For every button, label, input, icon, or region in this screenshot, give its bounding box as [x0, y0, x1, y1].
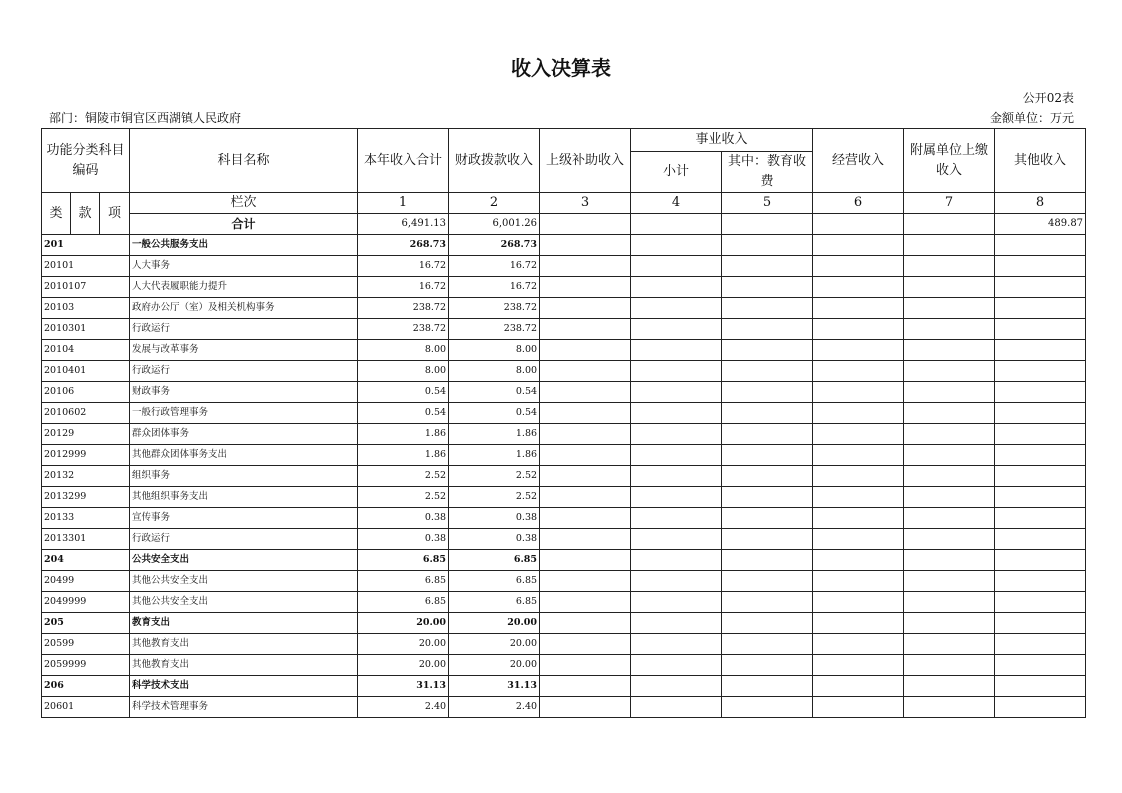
row-code: 2059999: [42, 655, 130, 676]
empty-cell: [904, 550, 995, 571]
header-total: 本年收入合计: [358, 129, 449, 193]
empty-cell: [631, 319, 722, 340]
row-name: 科学技术支出: [130, 676, 358, 697]
empty-cell: [722, 613, 813, 634]
row-code: 2049999: [42, 592, 130, 613]
empty-cell: [813, 508, 904, 529]
header-career-subtotal: 小计: [631, 152, 722, 193]
row-fiscal: 31.13: [449, 676, 540, 697]
row-name: 科学技术管理事务: [130, 697, 358, 718]
header-code: 功能分类科目编码: [42, 129, 130, 193]
empty-cell: [631, 508, 722, 529]
row-fiscal: 0.38: [449, 529, 540, 550]
empty-cell: [722, 508, 813, 529]
empty-cell: [813, 382, 904, 403]
empty-cell: [722, 571, 813, 592]
empty-cell: [995, 256, 1086, 277]
row-fiscal: 20.00: [449, 634, 540, 655]
row-code: 20129: [42, 424, 130, 445]
row-total: 0.38: [358, 508, 449, 529]
row-total: 6.85: [358, 571, 449, 592]
empty-cell: [813, 613, 904, 634]
form-number: 公开02表: [1022, 91, 1074, 105]
empty-cell: [540, 235, 631, 256]
total-income: 6,491.13: [358, 214, 449, 235]
empty-cell: [540, 529, 631, 550]
empty-cell: [995, 445, 1086, 466]
table-row: [42, 361, 1086, 382]
row-total: 6.85: [358, 550, 449, 571]
row-total: 2.40: [358, 697, 449, 718]
empty-cell: [995, 319, 1086, 340]
row-fiscal: 238.72: [449, 298, 540, 319]
table-row: [42, 592, 1086, 613]
row-total: 0.54: [358, 403, 449, 424]
row-code: 201: [42, 235, 130, 256]
empty-cell: [813, 424, 904, 445]
empty-cell: [995, 277, 1086, 298]
empty-cell: [631, 403, 722, 424]
row-total: 16.72: [358, 256, 449, 277]
empty-cell: [904, 445, 995, 466]
empty-cell: [540, 382, 631, 403]
row-name: 宣传事务: [130, 508, 358, 529]
empty-cell: [995, 466, 1086, 487]
empty-cell: [540, 340, 631, 361]
empty-cell: [995, 382, 1086, 403]
empty-cell: [995, 676, 1086, 697]
row-name: 行政运行: [130, 529, 358, 550]
empty-cell: [904, 319, 995, 340]
row-fiscal: 1.86: [449, 424, 540, 445]
empty-cell: [722, 487, 813, 508]
empty-cell: [722, 592, 813, 613]
empty-cell: [540, 571, 631, 592]
empty-cell: [813, 235, 904, 256]
row-total: 268.73: [358, 235, 449, 256]
empty-cell: [540, 613, 631, 634]
empty-cell: [722, 235, 813, 256]
empty-cell: [631, 445, 722, 466]
row-fiscal: 6.85: [449, 550, 540, 571]
empty-cell: [722, 550, 813, 571]
row-name: 教育支出: [130, 613, 358, 634]
row-fiscal: 0.38: [449, 508, 540, 529]
empty-cell: [631, 298, 722, 319]
row-name: 其他教育支出: [130, 655, 358, 676]
header-fiscal: 财政拨款收入: [449, 129, 540, 193]
empty-cell: [813, 487, 904, 508]
table-row: [42, 319, 1086, 340]
empty-cell: [722, 697, 813, 718]
empty-cell: [722, 445, 813, 466]
col-num: 7: [904, 193, 995, 214]
empty-cell: [631, 592, 722, 613]
row-name: 一般公共服务支出: [130, 235, 358, 256]
department-label: 部门：铜陵市铜官区西湖镇人民政府: [49, 111, 242, 125]
row-code: 205: [42, 613, 130, 634]
row-name: 其他公共安全支出: [130, 571, 358, 592]
empty-cell: [540, 403, 631, 424]
table-row: [42, 697, 1086, 718]
empty-cell: [904, 487, 995, 508]
col-num: 4: [631, 193, 722, 214]
empty-cell: [631, 487, 722, 508]
row-fiscal: 0.54: [449, 382, 540, 403]
row-total: 0.54: [358, 382, 449, 403]
row-fiscal: 1.86: [449, 445, 540, 466]
empty-cell: [995, 508, 1086, 529]
empty-cell: [904, 235, 995, 256]
table-row: [42, 235, 1086, 256]
header-career-edu: 其中：教育收费: [722, 152, 813, 193]
row-code: 20101: [42, 256, 130, 277]
empty-cell: [631, 382, 722, 403]
empty-cell: [540, 277, 631, 298]
row-name: 行政运行: [130, 361, 358, 382]
empty-cell: [722, 466, 813, 487]
row-fiscal: 0.54: [449, 403, 540, 424]
row-fiscal: 6.85: [449, 571, 540, 592]
row-fiscal: 8.00: [449, 340, 540, 361]
empty-cell: [722, 382, 813, 403]
unit-label: 金额单位：万元: [989, 111, 1074, 125]
table-row: [42, 256, 1086, 277]
empty-cell: [995, 298, 1086, 319]
col-num: 2: [449, 193, 540, 214]
row-name: 政府办公厅（室）及相关机构事务: [130, 298, 358, 319]
col-num: 8: [995, 193, 1086, 214]
table-row: [42, 424, 1086, 445]
empty-cell: [540, 466, 631, 487]
empty-cell: [904, 256, 995, 277]
row-fiscal: 20.00: [449, 655, 540, 676]
table-row: [42, 403, 1086, 424]
empty-cell: [904, 382, 995, 403]
header-name: 科目名称: [130, 129, 358, 193]
total-fiscal: 6,001.26: [449, 214, 540, 235]
empty-cell: [540, 697, 631, 718]
row-code: 204: [42, 550, 130, 571]
row-total: 31.13: [358, 676, 449, 697]
row-fiscal: 2.52: [449, 466, 540, 487]
empty-cell: [995, 403, 1086, 424]
empty-cell: [631, 676, 722, 697]
header-xiang: 项: [100, 193, 130, 235]
row-name: 群众团体事务: [130, 424, 358, 445]
empty-cell: [813, 697, 904, 718]
empty-cell: [631, 529, 722, 550]
empty-cell: [631, 613, 722, 634]
empty-cell: [904, 571, 995, 592]
total-label: 合计: [130, 214, 358, 235]
empty-cell: [904, 403, 995, 424]
empty-cell: [904, 529, 995, 550]
empty-cell: [631, 466, 722, 487]
row-name: 财政事务: [130, 382, 358, 403]
empty-cell: [904, 424, 995, 445]
empty-cell: [904, 592, 995, 613]
row-code: 2010602: [42, 403, 130, 424]
empty-cell: [540, 361, 631, 382]
table-row: [42, 508, 1086, 529]
empty-cell: [631, 235, 722, 256]
table-row: [42, 445, 1086, 466]
empty-cell: [904, 508, 995, 529]
empty-cell: [904, 634, 995, 655]
empty-cell: [813, 256, 904, 277]
row-fiscal: 238.72: [449, 319, 540, 340]
empty-cell: [813, 340, 904, 361]
col-num: 1: [358, 193, 449, 214]
row-name: 发展与改革事务: [130, 340, 358, 361]
row-total: 238.72: [358, 298, 449, 319]
empty-cell: [813, 592, 904, 613]
header-superior: 上级补助收入: [540, 129, 631, 193]
row-code: 20599: [42, 634, 130, 655]
col-num: 6: [813, 193, 904, 214]
row-total: 20.00: [358, 655, 449, 676]
empty-cell: [995, 424, 1086, 445]
row-name: 公共安全支出: [130, 550, 358, 571]
total-row: [42, 214, 1086, 235]
empty-cell: [904, 466, 995, 487]
empty-cell: [904, 655, 995, 676]
empty-cell: [995, 340, 1086, 361]
row-total: 2.52: [358, 466, 449, 487]
table-row: [42, 529, 1086, 550]
empty-cell: [904, 613, 995, 634]
empty-cell: [540, 676, 631, 697]
header-affiliate: 附属单位上缴收入: [904, 129, 995, 193]
header-kuan: 款: [71, 193, 100, 235]
empty-cell: [722, 655, 813, 676]
row-total: 0.38: [358, 529, 449, 550]
row-code: 2013301: [42, 529, 130, 550]
row-total: 8.00: [358, 340, 449, 361]
empty-cell: [904, 277, 995, 298]
empty-cell: [813, 403, 904, 424]
header-lei: 类: [42, 193, 71, 235]
header-business: 经营收入: [813, 129, 904, 193]
row-fiscal: 16.72: [449, 277, 540, 298]
empty-cell: [631, 655, 722, 676]
empty-cell: [813, 466, 904, 487]
empty-cell: [722, 424, 813, 445]
empty-cell: [813, 550, 904, 571]
row-fiscal: 268.73: [449, 235, 540, 256]
empty-cell: [995, 529, 1086, 550]
row-code: 20104: [42, 340, 130, 361]
row-name: 人大事务: [130, 256, 358, 277]
col-num: 3: [540, 193, 631, 214]
empty-cell: [995, 655, 1086, 676]
row-name: 其他公共安全支出: [130, 592, 358, 613]
row-fiscal: 8.00: [449, 361, 540, 382]
empty-cell: [540, 550, 631, 571]
row-name: 其他教育支出: [130, 634, 358, 655]
empty-cell: [631, 424, 722, 445]
empty-cell: [540, 298, 631, 319]
page-title: 收入决算表: [511, 56, 611, 80]
row-fiscal: 20.00: [449, 613, 540, 634]
table-row: [42, 298, 1086, 319]
row-fiscal: 16.72: [449, 256, 540, 277]
row-total: 8.00: [358, 361, 449, 382]
row-name: 组织事务: [130, 466, 358, 487]
empty-cell: [631, 256, 722, 277]
table-row: [42, 571, 1086, 592]
row-code: 2010301: [42, 319, 130, 340]
empty-cell: [631, 697, 722, 718]
row-code: 2010107: [42, 277, 130, 298]
empty-cell: [540, 508, 631, 529]
empty-cell: [540, 424, 631, 445]
table-row: [42, 676, 1086, 697]
empty-cell: [722, 403, 813, 424]
empty-cell: [995, 235, 1086, 256]
empty-cell: [540, 634, 631, 655]
row-fiscal: 6.85: [449, 592, 540, 613]
row-code: 20132: [42, 466, 130, 487]
row-fiscal: 2.52: [449, 487, 540, 508]
row-fiscal: 2.40: [449, 697, 540, 718]
empty-cell: [722, 277, 813, 298]
row-code: 20106: [42, 382, 130, 403]
empty-cell: [813, 319, 904, 340]
header-lanci: 栏次: [130, 193, 358, 214]
empty-cell: [722, 676, 813, 697]
empty-cell: [722, 634, 813, 655]
empty-cell: [904, 340, 995, 361]
empty-cell: [631, 340, 722, 361]
row-name: 其他群众团体事务支出: [130, 445, 358, 466]
row-total: 16.72: [358, 277, 449, 298]
header-other: 其他收入: [995, 129, 1086, 193]
empty-cell: [813, 298, 904, 319]
empty-cell: [540, 487, 631, 508]
empty-cell: [722, 256, 813, 277]
empty-cell: [540, 592, 631, 613]
empty-cell: [631, 571, 722, 592]
row-code: 20133: [42, 508, 130, 529]
empty-cell: [995, 571, 1086, 592]
empty-cell: [904, 676, 995, 697]
empty-cell: [813, 676, 904, 697]
table-row: [42, 634, 1086, 655]
table-row: [42, 382, 1086, 403]
header-career: 事业收入: [631, 129, 813, 152]
row-name: 其他组织事务支出: [130, 487, 358, 508]
empty-cell: [813, 634, 904, 655]
total-other: 489.87: [995, 214, 1086, 235]
table-row: [42, 613, 1086, 634]
row-total: 1.86: [358, 424, 449, 445]
row-code: 206: [42, 676, 130, 697]
row-name: 人大代表履职能力提升: [130, 277, 358, 298]
empty-cell: [995, 697, 1086, 718]
table-row: [42, 277, 1086, 298]
col-num: 5: [722, 193, 813, 214]
row-code: 20499: [42, 571, 130, 592]
row-total: 6.85: [358, 592, 449, 613]
empty-cell: [722, 361, 813, 382]
empty-cell: [540, 256, 631, 277]
row-total: 2.52: [358, 487, 449, 508]
empty-cell: [995, 634, 1086, 655]
empty-cell: [813, 361, 904, 382]
empty-cell: [540, 445, 631, 466]
empty-cell: [995, 550, 1086, 571]
income-table: [41, 128, 1086, 718]
row-total: 20.00: [358, 613, 449, 634]
empty-cell: [540, 655, 631, 676]
empty-cell: [631, 634, 722, 655]
empty-cell: [995, 592, 1086, 613]
row-name: 一般行政管理事务: [130, 403, 358, 424]
empty-cell: [722, 319, 813, 340]
empty-cell: [904, 697, 995, 718]
row-code: 20601: [42, 697, 130, 718]
row-code: 2012999: [42, 445, 130, 466]
row-total: 238.72: [358, 319, 449, 340]
empty-cell: [995, 361, 1086, 382]
row-total: 20.00: [358, 634, 449, 655]
table-row: [42, 466, 1086, 487]
empty-cell: [722, 529, 813, 550]
empty-cell: [813, 655, 904, 676]
empty-cell: [813, 277, 904, 298]
empty-cell: [631, 277, 722, 298]
empty-cell: [995, 613, 1086, 634]
empty-cell: [540, 319, 631, 340]
row-total: 1.86: [358, 445, 449, 466]
table-row: [42, 340, 1086, 361]
empty-cell: [813, 445, 904, 466]
table-row: [42, 487, 1086, 508]
empty-cell: [631, 361, 722, 382]
empty-cell: [904, 361, 995, 382]
empty-cell: [722, 340, 813, 361]
empty-cell: [813, 529, 904, 550]
row-name: 行政运行: [130, 319, 358, 340]
empty-cell: [995, 487, 1086, 508]
row-code: 2013299: [42, 487, 130, 508]
table-row: [42, 550, 1086, 571]
table-row: [42, 655, 1086, 676]
empty-cell: [904, 298, 995, 319]
empty-cell: [631, 550, 722, 571]
empty-cell: [722, 298, 813, 319]
empty-cell: [813, 571, 904, 592]
row-code: 20103: [42, 298, 130, 319]
row-code: 2010401: [42, 361, 130, 382]
